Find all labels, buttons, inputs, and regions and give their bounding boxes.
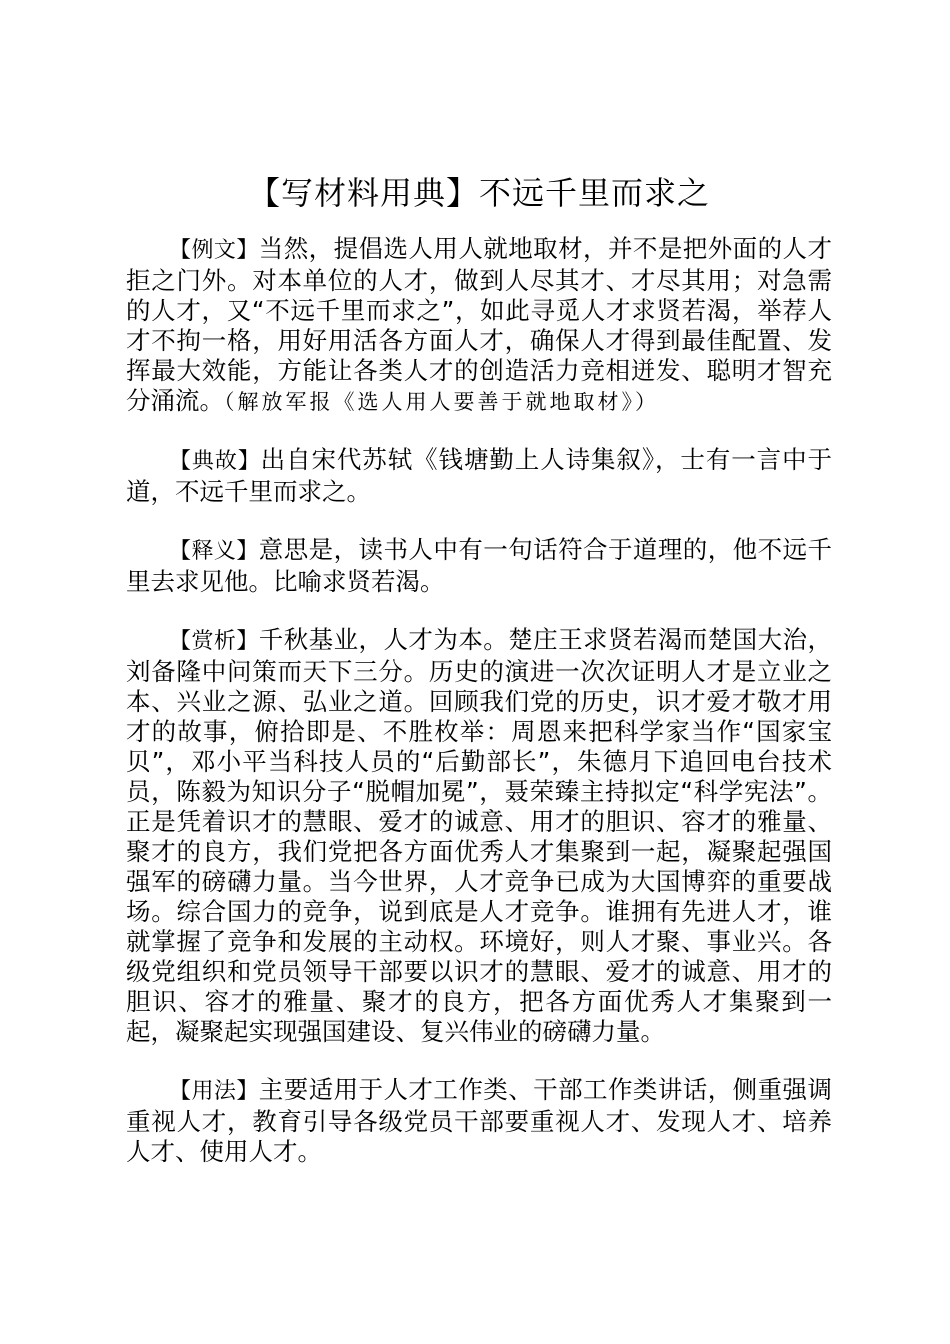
example-source-citation: （解放军报《选人用人要善于就地取材》）: [224, 390, 659, 414]
section-text-meaning: 意思是，读书人中有一句话符合于道理的，他不远千里去求见他。比喻求贤若渴。: [126, 535, 832, 596]
document-page: [126, 168, 832, 1195]
section-label-appreciation: 【赏析】: [169, 629, 259, 654]
section-usage: [126, 1075, 832, 1167]
section-label-allusion: 【典故】: [169, 449, 261, 474]
section-label-example: 【例文】: [169, 238, 259, 263]
section-label-usage: 【用法】: [169, 1079, 259, 1104]
section-example: [126, 234, 832, 417]
document-title: 【写材料用典】不远千里而求之: [247, 174, 710, 212]
section-text-usage: 主要适用于人才工作类、干部工作类讲话，侧重强调重视人才，教育引导各级党员干部要重视人才、发现人才、培养人才、使用人才。: [126, 1075, 832, 1166]
section-allusion: [126, 445, 832, 507]
section-meaning: [126, 535, 832, 597]
section-text-allusion: 出自宋代苏轼《钱塘勤上人诗集叙》，士有一言中于道，不远千里而求之。: [126, 445, 832, 506]
section-text-appreciation: 千秋基业，人才为本。楚庄王求贤若渴而楚国大治，刘备隆中问策而天下三分。历史的演进一次次证明人才是立业之本、兴业之源、弘业之道。回顾我们党的历史，识才爱才敬才用才的故事，俯拾即是、不胜枚举：周恩来把科学家当作“国家宝贝”，邓小平当科技人员的“后勤部长”，朱德月下追回电台技术员，陈毅为知识分子“脱帽加冕”，聂荣臻主持拟定“科学宪法”。正是凭着识才的慧眼、爱才的诚意、用才的胆识、容才的雅量、聚才的良方，我们党把各方面优秀人才集聚到一起，凝聚起强国强军的磅礴力量。当今世界，人才竞争已成为大国博弈的重要战场。综合国力的竞争，说到底是人才竞争。谁拥有先进人才，谁就掌握了竞争和发展的主动权。环境好，则人才聚、事业兴。各级党组织和党员领导干部要以识才的慧眼、爱才的诚意、用才的胆识、容才的雅量、聚才的良方，把各方面优秀人才集聚到一起，凝聚起实现强国建设、复兴伟业的磅礴力量。: [126, 625, 832, 1046]
section-appreciation: [126, 625, 832, 1047]
section-label-meaning: 【释义】: [169, 539, 259, 564]
section-text-example: 当然，提倡选人用人就地取材，并不是把外面的人才拒之门外。对本单位的人才，做到人尽其才、才尽其用；对急需的人才，又“不远千里而求之”，如此寻觅人才求贤若渴，举荐人才不拘一格，用好用活各方面人才，确保人才得到最佳配置、发挥最大效能，方能让各类人才的创造活力竞相迸发、聪明才智充分涌流。: [126, 234, 832, 415]
